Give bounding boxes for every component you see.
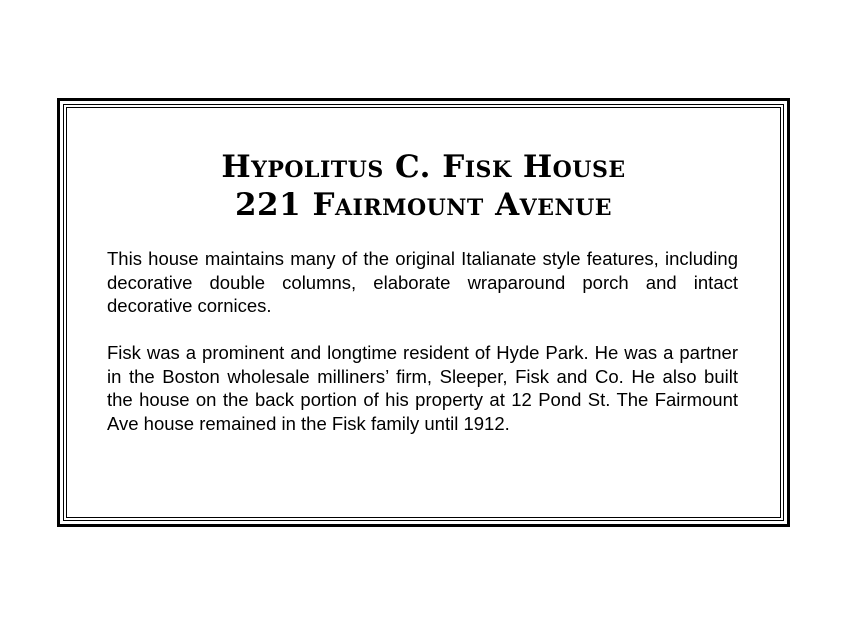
plaque-body — [107, 247, 738, 459]
plaque-paragraph-features: This house maintains many of the original Italianate style features, including decorative double columns, elaborate wraparound porch and intact decorative cornices. — [107, 248, 738, 316]
historic-plaque — [57, 98, 790, 527]
plaque-title — [67, 148, 780, 224]
plaque-paragraph-history: Fisk was a prominent and longtime resident of Hyde Park. He was a partner in the Boston wholesale milliners’ firm, Sleeper, Fisk and Co. He also built the house on the back portion of his property at 12 Pond St. The Fairmount Ave house remained in the Fisk family until 1912. — [107, 342, 738, 434]
plaque-title-name: Hypolitus C. Fisk House — [221, 149, 626, 185]
plaque-inner-border — [63, 104, 784, 521]
plaque-innermost-border — [66, 107, 781, 518]
plaque-title-address: 221 Fairmount Avenue — [234, 187, 613, 223]
